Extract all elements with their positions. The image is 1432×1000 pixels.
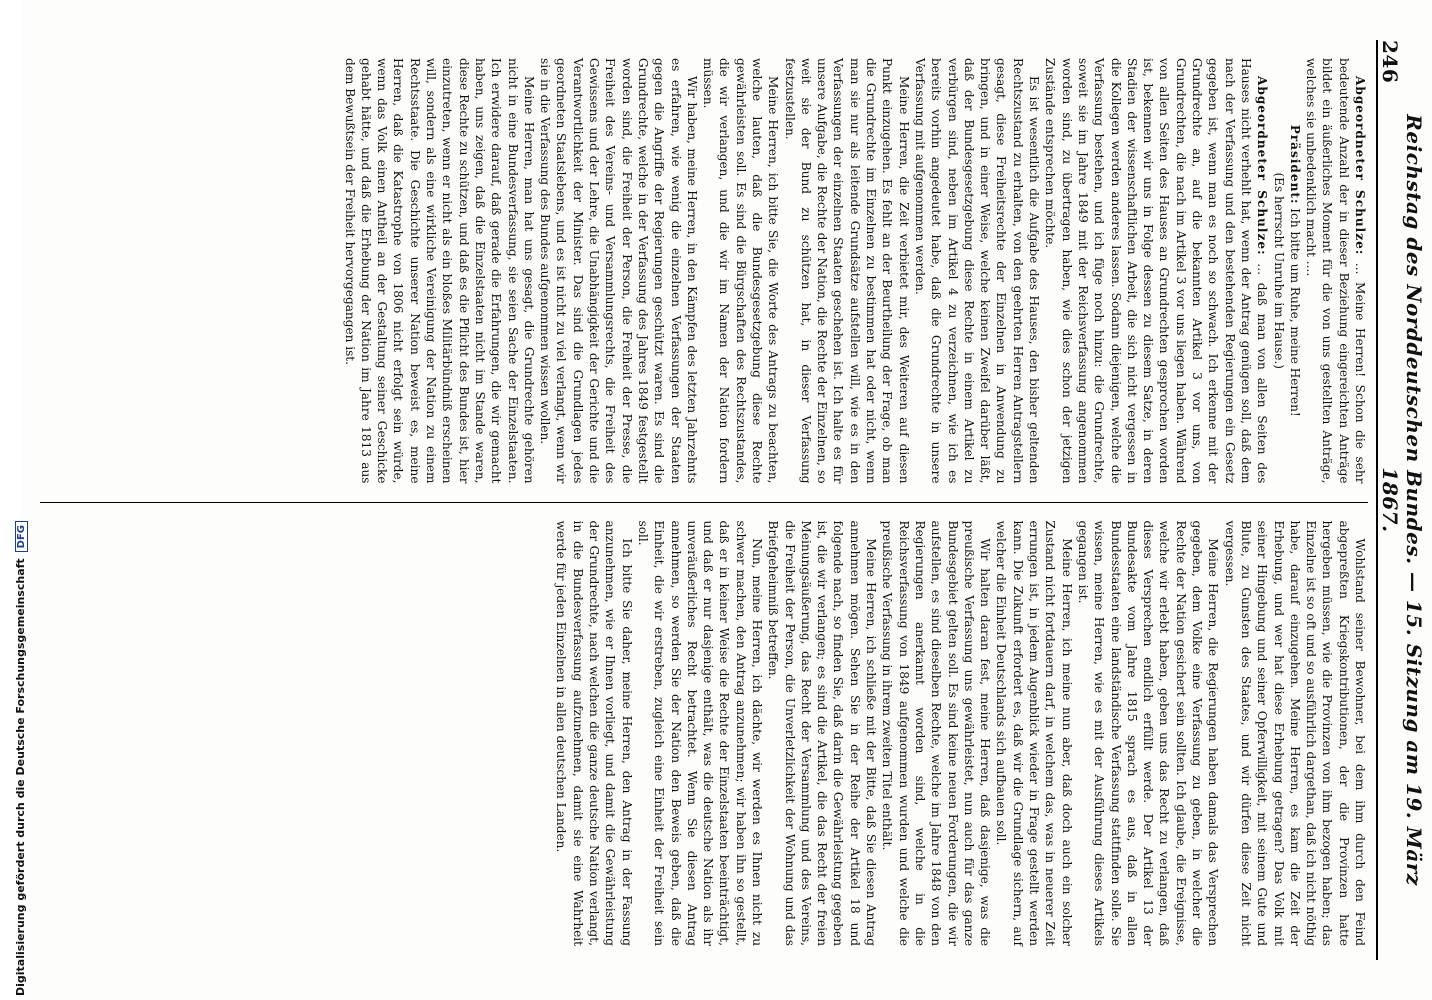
paragraph: Meine Herren, ich bitte Sie, die Worte des Antrags zu beachten, welche lauten, daß die Bundesgesetzgebung diese Rechte gewährleisten soll. Es sind die Bürgschaften des Rechtszustandes, die wir verlangen, und die wir im Namen der Nation fordern müssen. — [701, 58, 781, 484]
page-header — [1376, 40, 1426, 960]
page-title: Reichstag des Norddeutschen Bundes. — 15. Sitzung am 19. März 1867. — [1378, 114, 1426, 886]
paragraph: Meine Herren, die Regierungen haben damals das Versprechen gegeben, dem Volke eine Verfassung zu geben, in welcher die Rechte der Nation gesichert sein sollten. Ich glaube, die Ereignisse, welche wir erlebt haben, geben uns das Recht zu verlangen, daß dieses Versprechen endlich erfüllt werde. Der Artikel 13 der Bundesakte vom Jahre 1815 sprach es aus, daß in allen Bundesstaaten eine landständische Verfassung stattfinden solle. Sie wissen, meine Herren, wie es mit der Ausführung dieses Artikels gegangen ist. — [1075, 520, 1221, 946]
paragraph: Nun, meine Herren, ich dächte, wir werden es Ihnen nicht zu schwer machen, den Antrag anzunehmen; wir haben ihn so gestellt, daß er in keiner Weise die Rechte der Einzelstaaten beeinträchtigt, und daß er nur dasjenige enthält, was die deutsche Nation als ihr unveräußerliches Recht betrachtet. Wenn Sie diesen Antrag annehmen, so werden Sie der Nation den Beweis geben, daß die Einheit, die wir erstreben, zugleich eine Einheit der Freiheit sein soll. — [635, 520, 765, 946]
page-number: 246 — [1378, 40, 1402, 84]
paragraph: Wir halten daran fest, meine Herren, daß dasjenige, was die preußische Verfassung uns gewährleistet, nun auch für das ganze Bundesgebiet gelten soll. Es sind keine neuen Forderungen, die wir aufstellen, es sind dieselben Rechte, welche im Jahre 1848 von den Regierungen anerkannt worden sind, welche in die Reichsverfassung von 1849 aufgenommen wurden und welche die preußische Verfassung in ihrem zweiten Titel enthält. — [880, 520, 993, 946]
paragraph: (Es herrscht Unruhe im Hause.) — [1271, 172, 1286, 370]
paragraph: Ich bitte Sie daher, meine Herren, den Antrag in der Fassung anzunehmen, wie er Ihnen vorliegt, und damit die Gewährleistung der Grundrechte, nach welchen die ganze deutsche Nation verlangt, in die Bundesverfassung aufzunehmen, damit sie eine Wahrheit werde für jeden Einzelnen in allen deutschen Landen. — [554, 520, 634, 946]
speaker-name: Abgeordneter Schulze: — [1353, 76, 1367, 256]
paragraph: Meine Herren, man hat uns gesagt, die Grundrechte gehören nicht in eine Bundesverfassung, sie seien Sache der Einzelstaaten. Ich erwidere darauf, daß gerade die Erfahrungen, die wir gemacht haben, uns zeigen, daß die Einzelstaaten nicht im Stande waren, diese Rechte zu schützen, und daß es die Pflicht des Bundes ist, hier einzutreten, wenn er nicht als ein bloßes Militärbündniß erscheinen will, sondern als eine wirkliche Vereinigung der Nation zu einem Rechtsstaate. Die Geschichte unserer Nation beweist es, meine Herren, daß die Katastrophe von 1806 nicht erfolgt sein würde, wenn das Volk einen Antheil an der Gestaltung seiner Geschicke gehabt hätte, und daß die Erhebung der Nation im Jahre 1813 aus dem Bewußtsein der Freiheit hervorgegangen ist. — [342, 58, 536, 484]
paragraph: Abgeordneter Schulze: ... Meine Herren! Schon die sehr bedeutende Anzahl der in dieser Beziehung eingereichten Anträge bildet ein äußerliches Moment für die von uns gestellten Anträge, welches sie unbedenklich macht .... — [1304, 58, 1367, 484]
paragraph: Meine Herren, ich meine nun aber, daß doch auch ein solcher Zustand nicht fortdauern darf, in welchem das, was in neuerer Zeit errungen ist, in jedem Augenblick wieder in Frage gestellt werden kann. Die Zukunft erfordert es, daß wir die Grundlage sichern, auf welcher die Einheit Deutschlands sich aufbauen soll. — [994, 520, 1074, 946]
funding-note — [14, 521, 28, 996]
paragraph: Es ist wesentlich die Aufgabe des Hauses, den bisher geltenden Rechtszustand zu erhalten, von den geehrten Herren Antragstellern gesagt, diese Freiheitsrechte der Einzelnen in Anwendung zu bringen, und in einer Weise, welche keinen Zweifel darüber läßt, daß der Bundesgesetzgebung diese Rechte in einem Artikel zu verbürgen sind, neben im Artikel 4 zu verzeichnen, wie ich es bereits vorhin angedeutet habe, daß die Grundrechte in unsere Verfassung mit aufgenommen werden. — [912, 58, 1042, 484]
paragraph: Präsident: Ich bitte um Ruhe, meine Herren! — [1287, 124, 1302, 417]
funding-text: Digitalisierung gefördert durch die Deutsche Forschungsgemeinschaft — [14, 558, 27, 996]
paragraph: Wohlstand seiner Bewohner, bei dem ihm durch den Feind abgepreßten Kriegskontributionen, der die Provinzen hatte hergeben müssen, wie die Provinzen von ihm bezogen haben; das Einzelne ist so oft und so ausführlich dargethan, daß ich nicht nöthig habe, darauf einzugehen. Meine Herren, es kam die Zeit der Erhebung, und wer hat diese Erhebung getragen? Das Volk mit seiner Hingebung und seiner Opferwilligkeit, mit seinem Gute und Blute, zu Gunsten des Staates, und wir dürfen diese Zeit nicht vergessen. — [1222, 520, 1367, 946]
text-columns — [40, 40, 1368, 964]
left-column — [40, 40, 1368, 502]
right-column — [40, 502, 1368, 965]
speaker-name: Präsident: — [1287, 124, 1302, 205]
paragraph: Abgeordneter Schulze: ... daß man von allen Seiten des Hauses nicht verhehlt hat, wenn der Antrag genügen soll, daß dem nach der Verfassung und den bestehenden Regierungen ein Gesetz gegeben ist, wenn man es noch so schwach. Ich erkenne mit der Grundrechte an, auf die bekannten Artikel 3 vor uns, von Grundrechten, die nach im Artikel 3 vor uns liegen haben. Während von allen Seiten des Hauses an Grundrechten gesprochen worden ist, bekennen wir uns in Folge dessen zu diesem Satze, in deren Stadien der wissenschaftlichen Arbeit, die sich nicht vergessen in die Kollegen werden anderes lassen. Sodann diejenigen, welche die Verfassung bestehen, und ich füge noch hinzu: die Grundrechte, soweit sie im Jahre 1849 mit der Reichsverfassung angenommen worden sind, zu übertragen haben, wie dies schon der jetzigen Zustände entsprechen möchte. — [1043, 58, 1270, 484]
speaker-name: Abgeordneter Schulze: — [1255, 76, 1270, 256]
dfg-logo: DFG — [15, 521, 28, 552]
paragraph: Meine Herren, ich schließe mit der Bitte, daß Sie diesen Antrag annehmen mögen. Sehen Sie in der Reihe der Artikel 18 und folgende nach, so finden Sie, daß darin die Gewährleistung gegeben ist, die wir verlangen; es sind die Artikel, die das Recht der freien Meinungsäußerung, das Recht der Versammlung und des Vereins, die Freiheit der Person, die Unverletzlichkeit der Wohnung und das Briefgeheimniß betreffen. — [766, 520, 879, 946]
paragraph: Wir haben, meine Herren, in den Kämpfen des letzten Jahrzehnts es erfahren, wie wenig die einzelnen Verfassungen der Staaten gegen die Angriffe der Regierungen geschützt waren. Es sind die Grundrechte, welche in der Verfassung des Jahres 1849 festgestellt worden sind, die Freiheit der Person, die Freiheit der Presse, die Freiheit des Vereins- und Versammlungsrechts, die Freiheit des Gewissens und der Lehre, die Unabhängigkeit der Gerichte und die Verantwortlichkeit der Minister. Das sind die Grundlagen jedes geordneten Staatslebens, und es ist nicht zu viel verlangt, wenn wir sie in die Verfassung des Bundes aufgenommen wissen wollen. — [538, 58, 699, 484]
paragraph: Meine Herren, die Zeit verbietet mir, des Weiteren auf diesen Punkt einzugehen. Es fehlt an der Beurtheilung der Frage, ob man die Grundrechte im Einzelnen zu bestimmen hat oder nicht, wenn man sie nur als leitende Grundsätze aufstellen will, wie es in den Verfassungen der einzelnen Staaten geschehen ist. Ich halte es für unsere Aufgabe, die Rechte der Nation, die Rechte der Einzelnen, so weit sie der Bund zu schützen hat, in dieser Verfassung festzustellen. — [782, 58, 911, 484]
